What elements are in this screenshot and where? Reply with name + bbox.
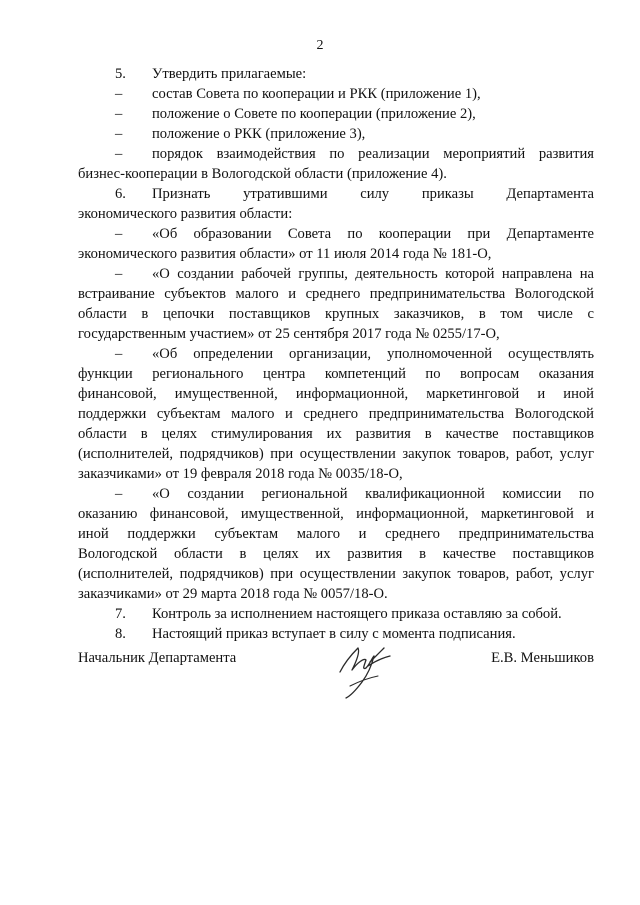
order-text: (исполнителей, подрядчиков) при осуществлении закупок товаров, работ, услуг: [78, 566, 594, 582]
order-text: заказчиками» от 29 марта 2018 года № 0057/18-О.: [78, 586, 388, 602]
signatory-title: Начальник Департамента: [78, 650, 237, 666]
dash-marker: –: [115, 106, 123, 122]
list-item-text: состав Совета по кооперации и РКК (приложение 1),: [152, 86, 481, 102]
item-6-text: Признать утратившими силу приказы Департамента: [152, 186, 594, 202]
order-4-line3: [78, 524, 594, 544]
order-4-line4: [78, 544, 594, 564]
order-text: области в цепочки поставщиков крупных заказчиков, в том числе с: [78, 306, 594, 322]
handwritten-signature-icon: [328, 642, 398, 702]
item-5: [78, 64, 594, 84]
item-6-text: экономического развития области:: [78, 206, 293, 222]
list-item-text: порядок взаимодействия по реализации мероприятий развития: [152, 146, 594, 162]
list-item-4-line1: [78, 144, 594, 164]
item-6-line1: [78, 184, 594, 204]
order-text: государственным участием» от 25 сентября 2017 года № 0255/17-О,: [78, 326, 500, 342]
list-item-4-line2: [78, 164, 594, 184]
order-text: иной поддержки субъектам малого и среднего предпринимательства: [78, 526, 594, 542]
order-3-line5: [78, 424, 594, 444]
list-item-2: [78, 104, 594, 124]
item-8-marker: 8.: [115, 626, 126, 642]
dash-marker: –: [115, 226, 123, 242]
order-text: (исполнителей, подрядчиков) при осуществлении закупок товаров, работ, услуг: [78, 446, 594, 462]
order-text: встраивание субъектов малого и среднего предпринимательства Вологодской: [78, 286, 594, 302]
order-text: финансовой, имущественной, информационной, маркетинговой и иной: [78, 386, 594, 402]
order-text: функции регионального центра компетенций по вопросам оказания: [78, 366, 594, 382]
order-4-line6: [78, 584, 594, 604]
dash-marker: –: [115, 126, 123, 142]
order-text: «О создании региональной квалификационной комиссии по: [152, 486, 594, 502]
order-3-line2: [78, 364, 594, 384]
order-4-line2: [78, 504, 594, 524]
list-item-text: положение о РКК (приложение 3),: [152, 126, 366, 142]
order-3-line4: [78, 404, 594, 424]
order-text: Вологодской области в целях их развития в качестве поставщиков: [78, 546, 594, 562]
order-3-line1: [78, 344, 594, 364]
order-2-line4: [78, 324, 594, 344]
order-text: поддержки субъектам малого и среднего предпринимательства Вологодской: [78, 406, 594, 422]
order-text: «О создании рабочей группы, деятельность которой направлена на: [152, 266, 594, 282]
page-number: 2: [316, 38, 324, 53]
order-1-line2: [78, 244, 594, 264]
item-5-text: Утвердить прилагаемые:: [152, 66, 307, 82]
list-item-text: положение о Совете по кооперации (приложение 2),: [152, 106, 476, 122]
signatory-name: Е.В. Меньшиков: [491, 650, 594, 666]
order-4-line5: [78, 564, 594, 584]
dash-marker: –: [115, 486, 123, 502]
item-8-text: Настоящий приказ вступает в силу с момента подписания.: [152, 626, 516, 642]
item-7-text: Контроль за исполнением настоящего приказа оставляю за собой.: [152, 606, 562, 622]
document-body: [78, 64, 594, 644]
item-7: [78, 604, 594, 624]
order-2-line2: [78, 284, 594, 304]
list-item-text: бизнес-кооперации в Вологодской области (приложение 4).: [78, 166, 447, 182]
order-4-line1: [78, 484, 594, 504]
order-text: «Об образовании Совета по кооперации при Департаменте: [152, 226, 594, 242]
dash-marker: –: [115, 346, 123, 362]
order-text: экономического развития области» от 11 июля 2014 года № 181-О,: [78, 246, 492, 262]
order-text: области в целях стимулирования их развития в качестве поставщиков: [78, 426, 594, 442]
item-6-marker: 6.: [115, 186, 126, 202]
item-5-marker: 5.: [115, 66, 126, 82]
dash-marker: –: [115, 146, 123, 162]
order-text: оказанию финансовой, имущественной, информационной, маркетинговой и: [78, 506, 594, 522]
list-item-3: [78, 124, 594, 144]
order-text: заказчиками» от 19 февраля 2018 года № 0035/18-О,: [78, 466, 403, 482]
dash-marker: –: [115, 86, 123, 102]
signature-block: [78, 650, 594, 710]
order-1-line1: [78, 224, 594, 244]
item-8: [78, 624, 594, 644]
item-6-line2: [78, 204, 594, 224]
dash-marker: –: [115, 266, 123, 282]
order-3-line6: [78, 444, 594, 464]
list-item-1: [78, 84, 594, 104]
order-2-line1: [78, 264, 594, 284]
item-7-marker: 7.: [115, 606, 126, 622]
order-3-line3: [78, 384, 594, 404]
order-text: «Об определении организации, уполномоченной осуществлять: [152, 346, 594, 362]
order-3-line7: [78, 464, 594, 484]
order-2-line3: [78, 304, 594, 324]
